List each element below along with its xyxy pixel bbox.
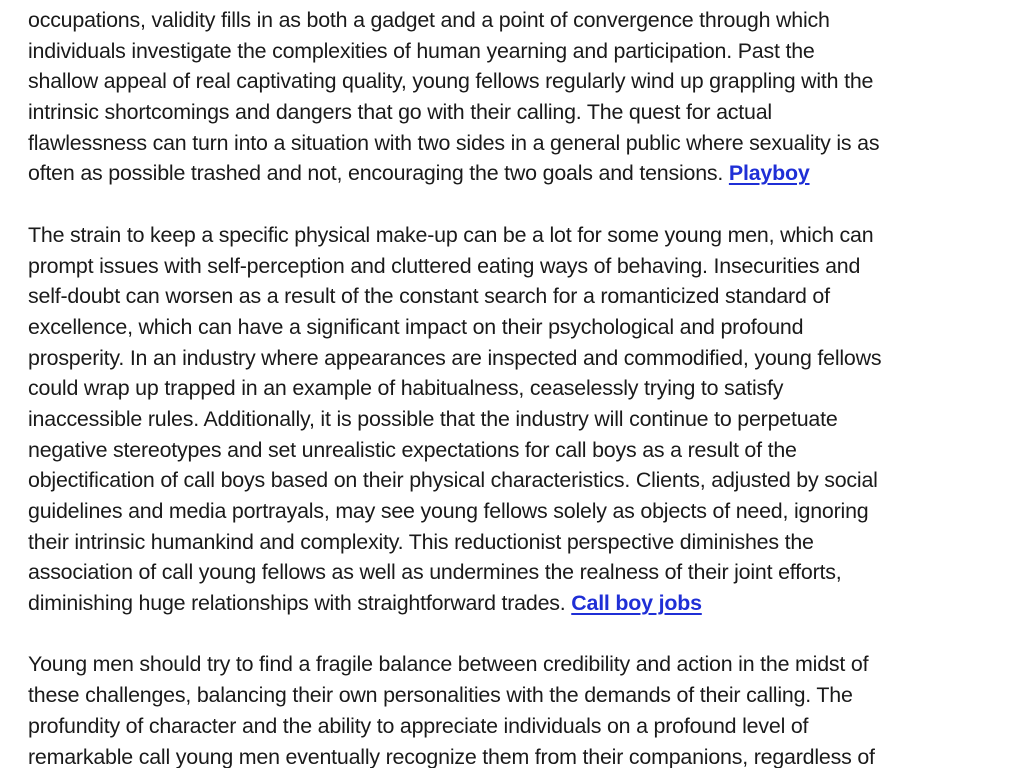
text-line: negative stereotypes and set unrealistic expectations for call boys as a result of the [28,437,797,462]
document-body [28,5,1000,768]
text-line: remarkable call young men eventually recognize them from their companions, regardless of [28,744,875,768]
text-line: flawlessness can turn into a situation with two sides in a general public where sexuality is as [28,130,880,155]
text-line: excellence, which can have a significant impact on their psychological and profound [28,314,804,339]
text-line: Young men should try to find a fragile balance between credibility and action in the midst of [28,652,869,677]
text-line: inaccessible rules. Additionally, it is possible that the industry will continue to perpetuate [28,406,838,431]
text-line: association of call young fellows as well as undermines the realness of their joint efforts, [28,560,842,585]
text-line: prosperity. In an industry where appearances are inspected and commodified, young fellows [28,345,882,370]
text-line: self-doubt can worsen as a result of the constant search for a romanticized standard of [28,284,830,309]
text-line: shallow appeal of real captivating quality, young fellows regularly wind up grappling with the [28,69,874,94]
text-line: prompt issues with self-perception and cluttered eating ways of behaving. Insecurities and [28,253,861,278]
text-line: guidelines and media portrayals, may see young fellows solely as objects of need, ignoring [28,499,869,523]
text-line: intrinsic shortcomings and dangers that go with their calling. The quest for actual [28,100,772,125]
text-line: individuals investigate the complexities of human yearning and participation. Past the [28,38,815,63]
text-line: profundity of character and the ability to appreciate individuals on a profound level of [28,713,809,738]
paragraph-gap [28,619,1000,650]
paragraph-1 [28,5,1000,189]
paragraph-gap [28,189,1000,220]
paragraph-3 [28,649,1000,768]
text-line: occupations, validity fills in as both a gadget and a point of convergence through which [28,8,830,32]
paragraph-2 [28,220,1000,619]
call-boy-jobs-link[interactable]: Call boy jobs [571,591,702,616]
text-line: often as possible trashed and not, encouraging the two goals and tensions. [28,161,729,186]
text-line: their intrinsic humankind and complexity. This reductionist perspective diminishes the [28,529,814,554]
text-line: could wrap up trapped in an example of habitualness, ceaselessly trying to satisfy [28,376,784,401]
text-line: diminishing huge relationships with straightforward trades. [28,591,572,616]
text-line-with-link [28,588,1000,619]
text-line-with-link [28,158,1000,189]
text-line: The strain to keep a specific physical make-up can be a lot for some young men, which can [28,222,874,247]
playboy-link[interactable]: Playboy [728,161,810,186]
text-line: objectification of call boys based on their physical characteristics. Clients, adjusted by social [28,468,878,493]
text-line: these challenges, balancing their own personalities with the demands of their calling. The [28,683,853,708]
